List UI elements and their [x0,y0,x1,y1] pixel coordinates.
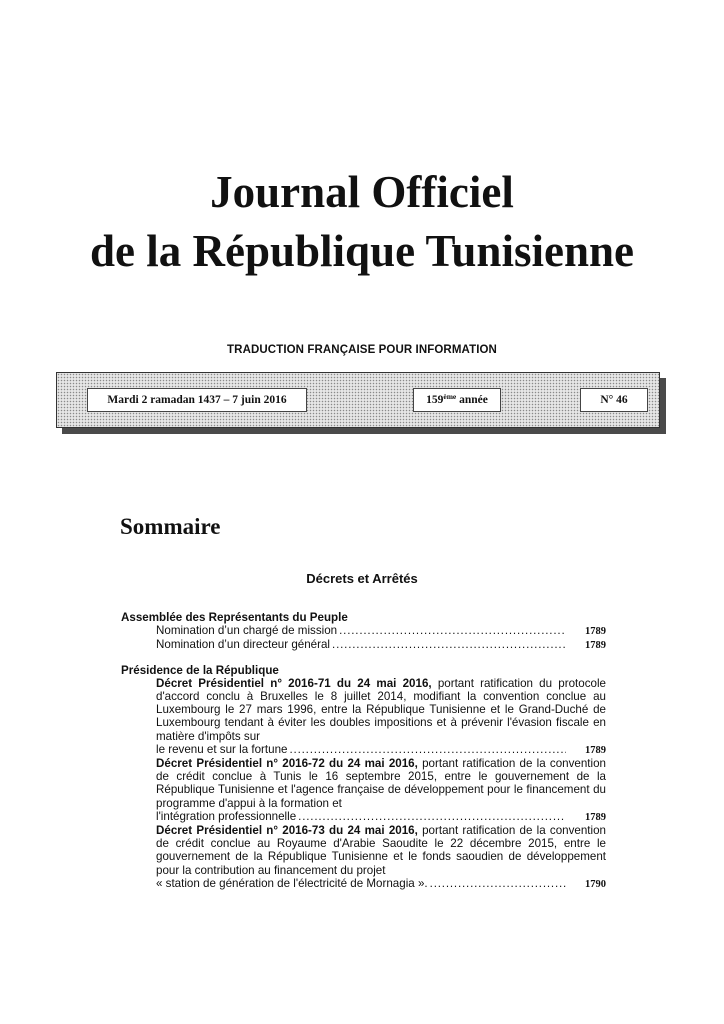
translation-notice: TRADUCTION FRANÇAISE POUR INFORMATION [227,344,497,356]
year-word: année [459,394,488,406]
toc-page-number: 1789 [585,626,606,638]
decree-description-end: l'intégration professionnelle . . . [156,810,566,823]
decree-reference: Décret Présidentiel n° 2016-72 du 24 mai 2016, [156,757,418,771]
decree-reference: Décret Présidentiel n° 2016-73 du 24 mai 2016, [156,824,418,838]
decree-last-line [156,877,606,891]
decree-last-line [156,810,606,824]
decree-reference: Décret Présidentiel n° 2016-71 du 24 mai 2016, [156,676,432,690]
decree-description: portant ratification de la convention de crédit conclue au Royaume d'Arabie Saoudite le 22 décembre 2015, entre le gouvernement de la République Tunisienne et le fonds saoudien de développement pour la contribution au financement du projet [156,824,606,877]
year-suffix: ème [443,392,457,401]
sommaire-title: Sommaire [120,514,221,539]
decree-body [156,757,606,810]
toc-entry-decree[interactable] [121,677,606,757]
decree-description: portant ratification de la convention de crédit conclue à Tunis le 16 septembre 2015, entre le gouvernement de la République Tunisienne et l'agence française de développement pour le financement du programme d'appui à la formation et [156,757,606,810]
toc-group-assemblee [121,611,606,653]
decree-description-end: « station de génération de l'électricité de Mornagia ». . . . [156,877,566,890]
decree-description: portant ratification du protocole d'accord conclu à Bruxelles le 8 juillet 2014, modifiant la convention conclue au Luxembourg le 27 mars 1996, entre la République Tunisienne et le Grand-Duché de Luxembourg tendant à éviter les doubles impositions et à prévenir l'évasion fiscale en matière d'impôts sur [156,676,606,743]
toc-entry-decree[interactable] [121,757,606,824]
toc-entry-text: Nomination d’un directeur général . . . [156,638,566,651]
issue-year [413,388,501,412]
toc-entry-decree[interactable] [121,824,606,891]
toc-entry[interactable] [121,638,606,652]
toc-group-heading: Assemblée des Représentants du Peuple [121,611,348,624]
decree-body [156,824,606,877]
issue-number: N° 46 [580,388,648,412]
decree-description-end: le revenu et sur la fortune . . . [156,743,566,756]
decree-last-line [156,743,606,757]
table-of-contents [121,611,606,902]
issue-date: Mardi 2 ramadan 1437 – 7 juin 2016 [87,388,307,412]
journal-title-line2: de la République Tunisienne [90,226,634,276]
toc-page-number: 1789 [585,640,606,652]
decree-body [156,677,606,743]
toc-entry[interactable] [121,624,606,638]
toc-page-number: 1789 [585,744,606,756]
toc-group-heading: Présidence de la République [121,663,279,677]
year-number: 159 [426,394,444,406]
journal-title-line1: Journal Officiel [210,167,514,217]
section-heading: Décrets et Arrêtés [306,571,418,586]
toc-page-number: 1790 [585,878,606,890]
toc-entry-text: Nomination d’un chargé de mission . . . [156,624,566,637]
toc-group-presidence [121,664,606,891]
toc-page-number: 1789 [585,811,606,823]
issue-banner [56,372,660,428]
